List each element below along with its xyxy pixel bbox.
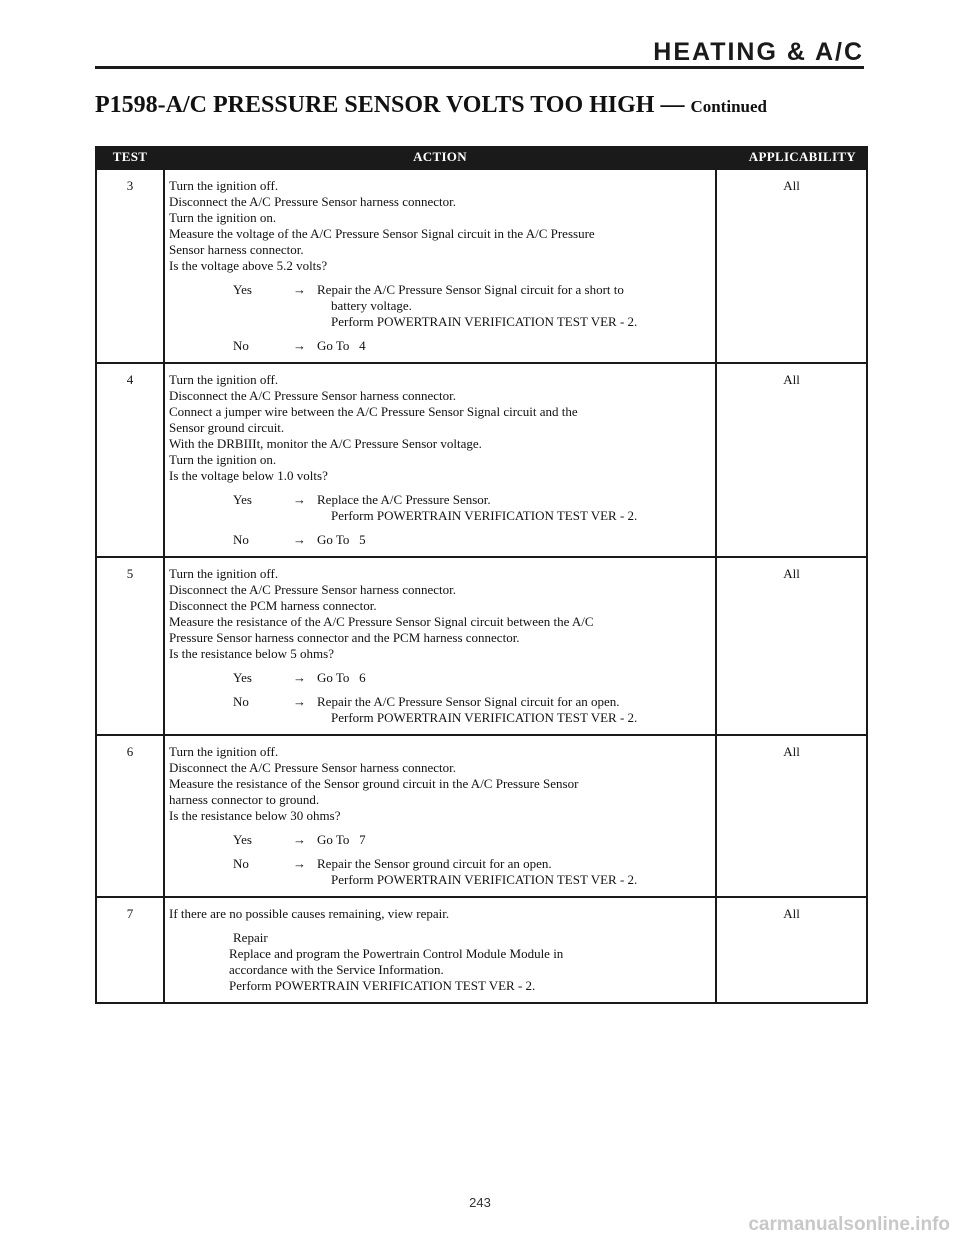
response-line: Go To 7 bbox=[317, 832, 366, 847]
no-response bbox=[169, 532, 709, 548]
yes-label: Yes bbox=[233, 492, 252, 507]
action-line: With the DRBIIIt, monitor the A/C Pressure Sensor voltage. bbox=[169, 436, 482, 451]
applicability-cell: All bbox=[783, 178, 800, 193]
section-header: HEATING & A/C bbox=[653, 38, 864, 66]
arrow-icon: → bbox=[293, 670, 306, 685]
action-line: Turn the ignition on. bbox=[169, 210, 277, 225]
action-line: Is the voltage above 5.2 volts? bbox=[169, 258, 328, 273]
response-line: battery voltage. bbox=[331, 298, 412, 313]
arrow-icon: → bbox=[293, 856, 306, 871]
response-line: Perform POWERTRAIN VERIFICATION TEST VER - 2. bbox=[331, 508, 638, 523]
column-header-action: ACTION bbox=[413, 149, 467, 164]
action-cell bbox=[163, 558, 717, 734]
test-number: 3 bbox=[126, 178, 134, 193]
action-line: Disconnect the A/C Pressure Sensor harness connector. bbox=[169, 582, 457, 597]
no-response bbox=[169, 338, 709, 354]
action-line: Connect a jumper wire between the A/C Pressure Sensor Signal circuit and the bbox=[169, 404, 578, 419]
action-line: Is the resistance below 30 ohms? bbox=[169, 808, 341, 823]
no-response bbox=[169, 856, 709, 888]
no-label: No bbox=[233, 694, 249, 709]
action-cell bbox=[163, 898, 717, 1002]
yes-response bbox=[169, 670, 709, 686]
test-number: 5 bbox=[126, 566, 134, 581]
column-header-test: TEST bbox=[112, 149, 148, 164]
action-line: Disconnect the A/C Pressure Sensor harness connector. bbox=[169, 760, 457, 775]
response-line: Perform POWERTRAIN VERIFICATION TEST VER - 2. bbox=[331, 872, 638, 887]
action-line: Measure the resistance of the Sensor ground circuit in the A/C Pressure Sensor bbox=[169, 776, 579, 791]
response-line: Repair the A/C Pressure Sensor Signal circuit for an open. bbox=[317, 694, 620, 709]
action-line: Turn the ignition off. bbox=[169, 178, 279, 193]
arrow-icon: → bbox=[293, 832, 306, 847]
action-cell bbox=[163, 170, 717, 362]
repair-instructions bbox=[169, 946, 709, 994]
arrow-icon: → bbox=[293, 492, 306, 507]
test-number: 4 bbox=[126, 372, 134, 387]
diagnostic-test-table bbox=[95, 146, 868, 1004]
test-number: 6 bbox=[126, 744, 134, 759]
action-line: Sensor ground circuit. bbox=[169, 420, 285, 435]
yes-label: Yes bbox=[233, 670, 252, 685]
column-header-applicability: APPLICABILITY bbox=[748, 149, 856, 164]
page-number: 243 bbox=[469, 1195, 491, 1210]
applicability-cell: All bbox=[783, 906, 800, 921]
response-line: Go To 5 bbox=[317, 532, 366, 547]
page-title bbox=[95, 92, 767, 119]
action-line: Turn the ignition off. bbox=[169, 566, 279, 581]
applicability-cell: All bbox=[783, 566, 800, 581]
action-line: Is the voltage below 1.0 volts? bbox=[169, 468, 328, 483]
action-line: Pressure Sensor harness connector and the PCM harness connector. bbox=[169, 630, 520, 645]
repair-line: accordance with the Service Information. bbox=[229, 962, 444, 977]
table-row bbox=[97, 734, 866, 896]
action-cell bbox=[163, 736, 717, 896]
yes-response bbox=[169, 832, 709, 848]
action-line: Turn the ignition off. bbox=[169, 744, 279, 759]
response-line: Repair the A/C Pressure Sensor Signal circuit for a short to bbox=[317, 282, 624, 297]
repair-line: Replace and program the Powertrain Control Module Module in bbox=[229, 946, 564, 961]
action-line: Is the resistance below 5 ohms? bbox=[169, 646, 334, 661]
arrow-icon: → bbox=[293, 338, 306, 353]
no-label: No bbox=[233, 338, 249, 353]
watermark: carmanualsonline.info bbox=[748, 1214, 950, 1235]
response-line: Replace the A/C Pressure Sensor. bbox=[317, 492, 491, 507]
yes-label: Yes bbox=[233, 282, 252, 297]
applicability-cell: All bbox=[783, 744, 800, 759]
yes-response bbox=[169, 492, 709, 524]
action-line: Disconnect the A/C Pressure Sensor harness connector. bbox=[169, 194, 457, 209]
table-row bbox=[97, 362, 866, 556]
action-line: harness connector to ground. bbox=[169, 792, 320, 807]
table-row bbox=[97, 896, 866, 1002]
response-line: Perform POWERTRAIN VERIFICATION TEST VER - 2. bbox=[331, 314, 638, 329]
no-response bbox=[169, 694, 709, 726]
action-line: Disconnect the A/C Pressure Sensor harness connector. bbox=[169, 388, 457, 403]
action-line: Turn the ignition on. bbox=[169, 452, 277, 467]
title-continued: Continued bbox=[690, 97, 767, 116]
action-line: Turn the ignition off. bbox=[169, 372, 279, 387]
repair-line: Perform POWERTRAIN VERIFICATION TEST VER - 2. bbox=[229, 978, 536, 993]
yes-label: Yes bbox=[233, 832, 252, 847]
yes-response bbox=[169, 282, 709, 330]
applicability-cell: All bbox=[783, 372, 800, 387]
arrow-icon: → bbox=[293, 532, 306, 547]
response-line: Repair the Sensor ground circuit for an open. bbox=[317, 856, 552, 871]
table-row bbox=[97, 168, 866, 362]
response-line: Perform POWERTRAIN VERIFICATION TEST VER - 2. bbox=[331, 710, 638, 725]
table-header bbox=[97, 146, 866, 168]
header-rule bbox=[95, 66, 864, 69]
no-label: No bbox=[233, 532, 249, 547]
title-main: P1598-A/C PRESSURE SENSOR VOLTS TOO HIGH — bbox=[95, 92, 691, 118]
action-cell bbox=[163, 364, 717, 556]
response-line: Go To 4 bbox=[317, 338, 366, 353]
action-line: Measure the voltage of the A/C Pressure Sensor Signal circuit in the A/C Pressure bbox=[169, 226, 595, 241]
response-line: Go To 6 bbox=[317, 670, 366, 685]
table-row bbox=[97, 556, 866, 734]
no-label: No bbox=[233, 856, 249, 871]
action-line: If there are no possible causes remaining, view repair. bbox=[169, 906, 450, 921]
repair-label: Repair bbox=[233, 930, 268, 945]
test-number: 7 bbox=[126, 906, 134, 921]
arrow-icon: → bbox=[293, 282, 306, 297]
action-line: Disconnect the PCM harness connector. bbox=[169, 598, 377, 613]
action-line: Sensor harness connector. bbox=[169, 242, 304, 257]
action-line: Measure the resistance of the A/C Pressure Sensor Signal circuit between the A/C bbox=[169, 614, 594, 629]
arrow-icon: → bbox=[293, 694, 306, 709]
